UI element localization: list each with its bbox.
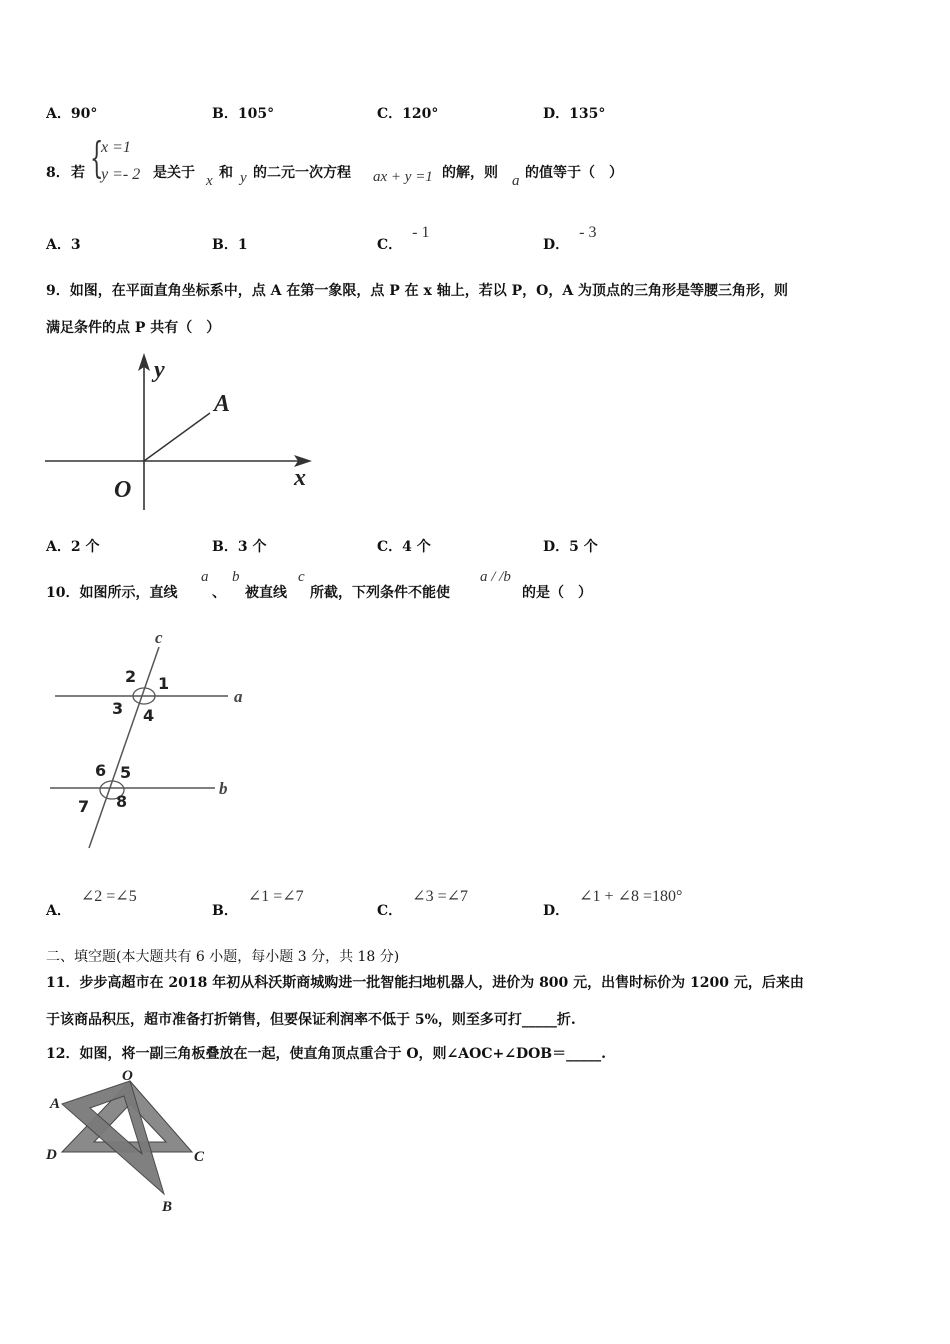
option-text: 105° xyxy=(237,106,275,122)
option-letter: D． xyxy=(543,106,570,122)
q11-line-2: 于该商品积压，超市准备打折销售，但要保证利润率不低于 5%，则至多可打_____折. xyxy=(46,1012,576,1028)
q8-option-d xyxy=(543,224,597,254)
q10-option-a xyxy=(46,888,137,920)
angle-label-5: 5 xyxy=(120,763,132,782)
label-b: B xyxy=(162,1199,173,1215)
option-letter: B． xyxy=(212,237,238,253)
option-text: 5 个 xyxy=(569,539,598,555)
q11-line-1: 11．步步高超市在 2018 年初从科沃斯商城购进一批智能扫地机器人，进价为 800 元，出售时标价为 1200 元，后来由 xyxy=(46,975,804,991)
option-letter: C． xyxy=(377,539,403,555)
transversal-figure xyxy=(45,625,260,855)
option-text: 3 个 xyxy=(237,539,267,555)
parallel-expression: a / /b xyxy=(480,569,511,585)
angle-label-1: 1 xyxy=(158,674,170,693)
var-a: a xyxy=(512,173,520,189)
label-o: O xyxy=(122,1068,133,1084)
ray-oa xyxy=(144,413,210,461)
q10-text-5: 的是（ ） xyxy=(522,585,592,601)
angle-label-2: 2 xyxy=(125,667,137,686)
option-letter: B． xyxy=(212,106,238,122)
var-c: c xyxy=(298,569,305,585)
option-text: 90° xyxy=(70,106,98,122)
system-brace: { xyxy=(90,133,104,182)
equation: ax + y =1 xyxy=(373,169,433,185)
option-letter: D． xyxy=(543,903,570,919)
label-o: O xyxy=(114,477,132,503)
option-text: ∠1 + ∠8 =180° xyxy=(579,888,683,905)
option-letter: C． xyxy=(377,903,403,919)
q10-text-3: 被直线 xyxy=(245,585,287,601)
angle-label-8: 8 xyxy=(116,792,128,811)
q10-text-1: 10．如图所示，直线 xyxy=(46,585,178,601)
label-a: A xyxy=(214,391,231,417)
q10-option-d xyxy=(543,888,683,920)
option-text: - 1 xyxy=(412,224,430,241)
q8-text-3: 和 xyxy=(219,165,233,181)
option-text: 3 xyxy=(70,237,81,253)
option-text: 135° xyxy=(569,106,606,122)
option-letter: C． xyxy=(377,106,403,122)
q8-text-4: 的二元一次方程 xyxy=(253,165,351,181)
q9-option-b xyxy=(212,536,266,556)
option-text: 120° xyxy=(402,106,439,122)
q8-text-2: 是关于 xyxy=(153,165,195,181)
q7-option-d xyxy=(543,103,605,123)
q7-option-a xyxy=(46,103,97,123)
option-letter: D． xyxy=(543,237,570,253)
option-text: 2 个 xyxy=(70,539,100,555)
label-d: D xyxy=(46,1147,57,1163)
q8-text-6: 的值等于（ ） xyxy=(525,165,623,181)
q10-text-2: 、 xyxy=(212,585,226,601)
label-y: y xyxy=(154,357,165,383)
system-eq-1: x =1 xyxy=(101,139,131,156)
option-text: ∠1 =∠7 xyxy=(247,888,304,905)
option-letter: C． xyxy=(377,237,403,253)
label-c: C xyxy=(194,1149,205,1165)
angle-label-4: 4 xyxy=(143,706,155,725)
option-letter: A． xyxy=(46,106,71,122)
q9-option-c xyxy=(377,536,431,556)
triangle-rulers-figure xyxy=(40,1066,220,1216)
angle-label-7: 7 xyxy=(78,797,90,816)
coordinate-figure xyxy=(40,345,330,520)
q10-option-b xyxy=(212,888,304,920)
var-x: x xyxy=(206,173,213,189)
q7-option-b xyxy=(212,103,274,123)
q9-line-2: 满足条件的点 P 共有（ ） xyxy=(46,320,221,336)
q8-option-c xyxy=(377,224,430,254)
angle-label-6: 6 xyxy=(95,761,107,780)
q10-text-4: 所截，下列条件不能使 xyxy=(310,585,450,601)
option-text: 4 个 xyxy=(402,539,431,555)
label-a: A xyxy=(50,1096,61,1112)
q9-line-1: 9．如图，在平面直角坐标系中，点 A 在第一象限，点 P 在 x 轴上，若以 P，O，A 为顶点的三角形是等腰三角形，则 xyxy=(46,283,789,299)
option-letter: B． xyxy=(212,539,238,555)
option-text: - 3 xyxy=(579,224,597,241)
var-b: b xyxy=(232,569,240,585)
label-a: a xyxy=(234,687,243,706)
q8-text-5: 的解，则 xyxy=(442,165,498,181)
q8-option-a xyxy=(46,234,81,254)
q9-option-d xyxy=(543,536,598,556)
q10-option-c xyxy=(377,888,468,920)
label-c: c xyxy=(155,628,163,647)
q9-option-a xyxy=(46,536,100,556)
line-c xyxy=(89,647,159,848)
option-letter: A． xyxy=(46,539,71,555)
option-letter: B． xyxy=(212,903,238,919)
var-y: y xyxy=(240,170,247,186)
label-b: b xyxy=(219,779,228,798)
option-letter: A． xyxy=(46,903,71,919)
system-eq-2: y =- 2 xyxy=(101,166,141,183)
option-text: 1 xyxy=(237,237,248,253)
q12-line-1: 12．如图，将一副三角板叠放在一起，使直角顶点重合于 O，则∠AOC+∠DOB＝_____. xyxy=(46,1046,606,1062)
option-text: ∠3 =∠7 xyxy=(412,888,468,905)
option-letter: D． xyxy=(543,539,570,555)
q8-option-b xyxy=(212,234,248,254)
q7-option-c xyxy=(377,103,438,123)
label-x: x xyxy=(294,465,306,491)
q8-number: 8． xyxy=(46,165,70,181)
option-letter: A． xyxy=(46,237,71,253)
angle-label-3: 3 xyxy=(112,699,124,718)
section-heading: 二、填空题(本大题共有 6 小题，每小题 3 分，共 18 分) xyxy=(46,949,400,965)
var-a: a xyxy=(201,569,209,585)
q8-text-1: 若 xyxy=(71,165,85,181)
option-text: ∠2 =∠5 xyxy=(80,888,137,905)
